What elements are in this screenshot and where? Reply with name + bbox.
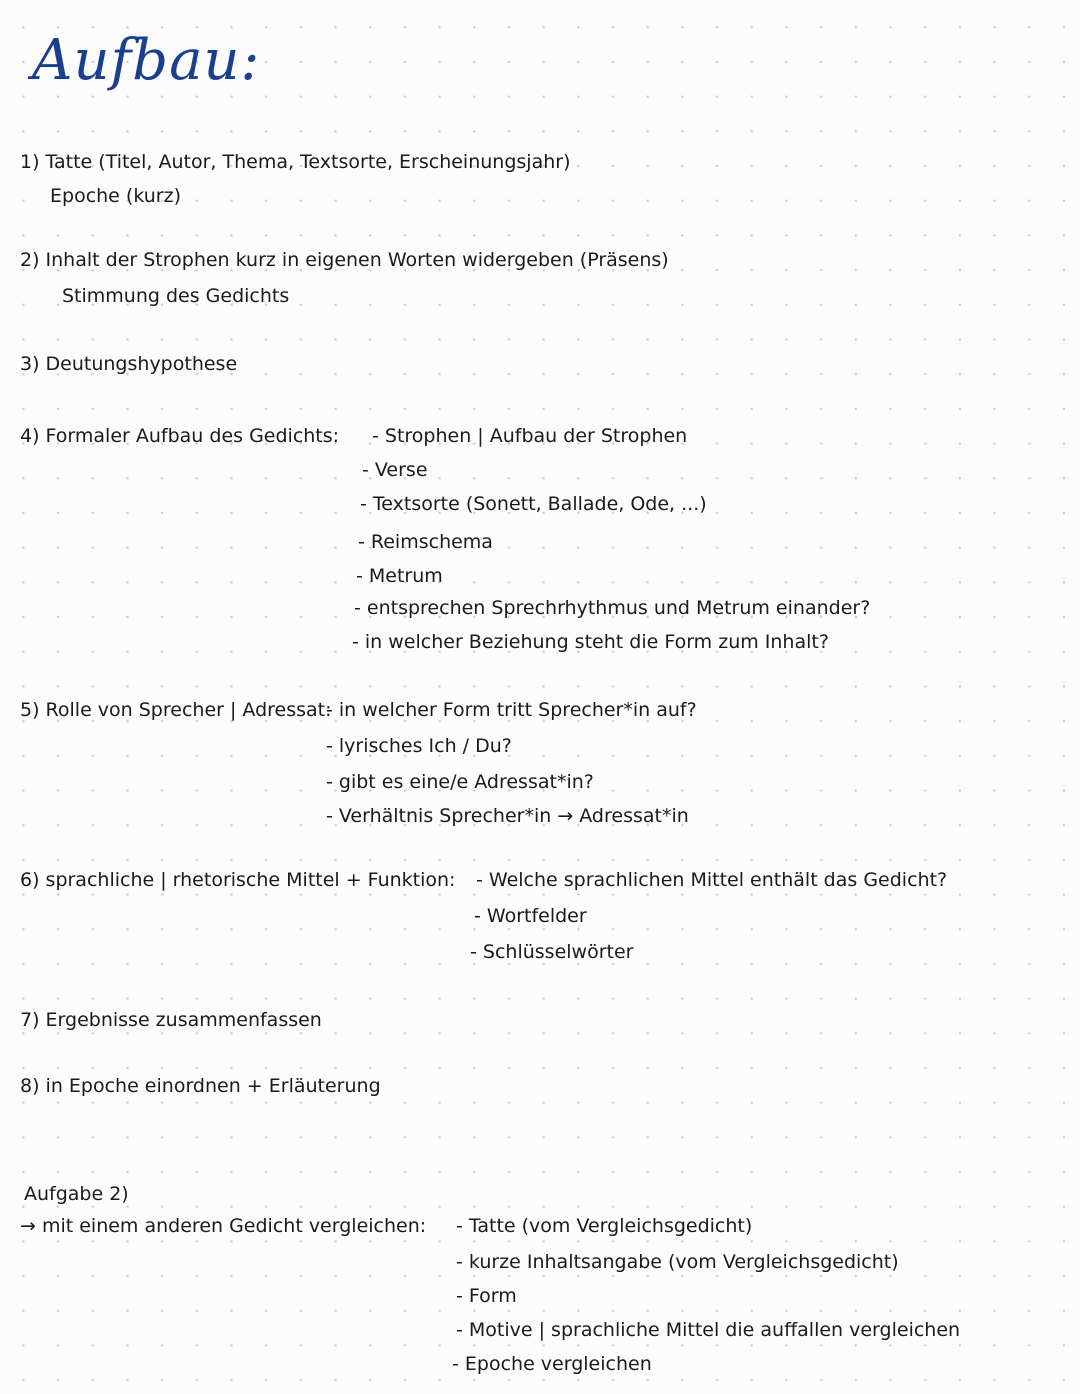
section-5-heading: 5) Rolle von Sprecher | Adressat: — [20, 699, 332, 721]
section-2-line: Stimmung des Gedichts — [62, 285, 290, 307]
section-4-bullet: - entsprechen Sprechrhythmus und Metrum einander? — [354, 597, 871, 619]
task2-intro: → mit einem anderen Gedicht vergleichen: — [20, 1215, 427, 1237]
section-2-heading: 2) Inhalt der Strophen kurz in eigenen Worten widergeben (Präsens) — [20, 249, 669, 271]
section-4-bullet: - Textsorte (Sonett, Ballade, Ode, ...) — [360, 493, 707, 515]
section-5-bullet: - lyrisches Ich / Du? — [326, 735, 512, 757]
section-5-bullet: - gibt es eine/e Adressat*in? — [326, 771, 594, 793]
task2-bullet: - Tatte (vom Vergleichsgedicht) — [456, 1215, 753, 1237]
section-4-bullet: - Reimschema — [358, 531, 493, 553]
section-7-heading: 7) Ergebnisse zusammenfassen — [20, 1009, 322, 1031]
section-4-bullet: - Verse — [362, 459, 428, 481]
task2-heading: Aufgabe 2) — [24, 1183, 129, 1205]
task2-bullet: - kurze Inhaltsangabe (vom Vergleichsgedicht) — [456, 1251, 899, 1273]
section-6-bullet: - Welche sprachlichen Mittel enthält das Gedicht? — [476, 869, 948, 891]
section-4-bullet: - Strophen | Aufbau der Strophen — [372, 425, 688, 447]
page-title: Aufbau: — [32, 28, 261, 93]
section-1-heading: 1) Tatte (Titel, Autor, Thema, Textsorte, Erscheinungsjahr) — [20, 151, 571, 173]
section-1-line: Epoche (kurz) — [50, 185, 181, 207]
task2-bullet: - Motive | sprachliche Mittel die auffallen vergleichen — [456, 1319, 961, 1341]
section-4-bullet: - Metrum — [356, 565, 443, 587]
section-5-bullet: - in welcher Form tritt Sprecher*in auf? — [326, 699, 697, 721]
section-5-bullet: - Verhältnis Sprecher*in → Adressat*in — [326, 805, 689, 827]
section-6-heading: 6) sprachliche | rhetorische Mittel + Funktion: — [20, 869, 456, 891]
task2-bullet: - Form — [456, 1285, 517, 1307]
section-4-heading: 4) Formaler Aufbau des Gedichts: — [20, 425, 340, 447]
section-6-bullet: - Schlüsselwörter — [470, 941, 634, 963]
section-6-bullet: - Wortfelder — [474, 905, 587, 927]
task2-bullet: - Epoche vergleichen — [452, 1353, 652, 1375]
section-4-bullet: - in welcher Beziehung steht die Form zum Inhalt? — [352, 631, 829, 653]
section-8-heading: 8) in Epoche einordnen + Erläuterung — [20, 1075, 381, 1097]
section-3-heading: 3) Deutungshypothese — [20, 353, 238, 375]
